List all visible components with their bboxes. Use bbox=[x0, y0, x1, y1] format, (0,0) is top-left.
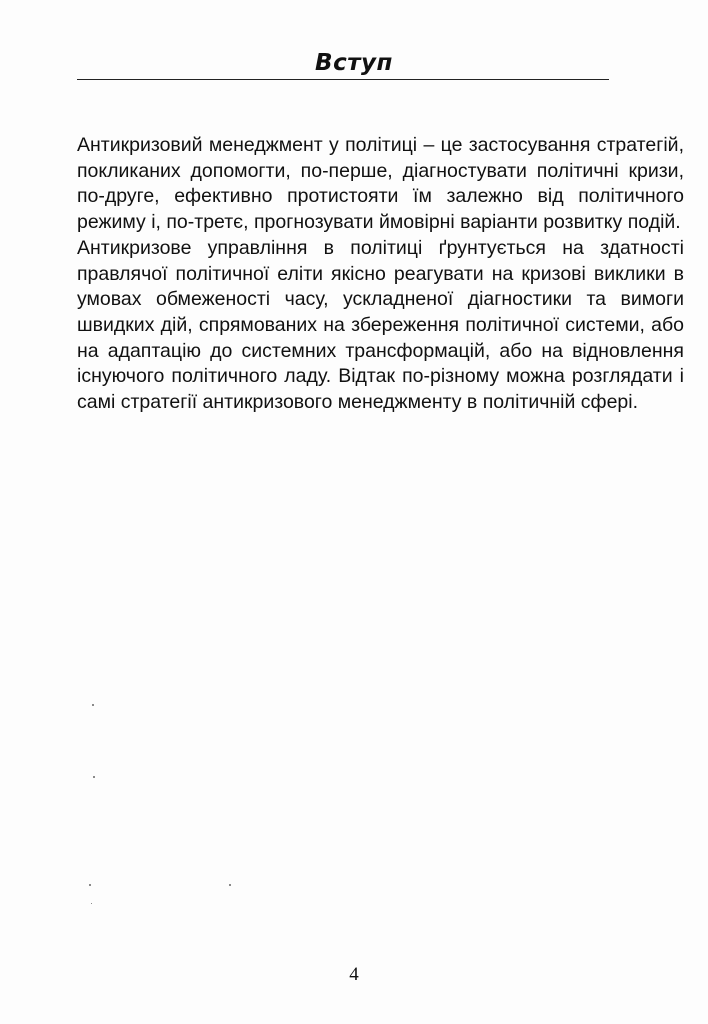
scan-speck bbox=[93, 776, 95, 778]
page-title: Вступ bbox=[315, 50, 393, 76]
scan-speck bbox=[229, 884, 231, 886]
scan-speck bbox=[92, 704, 94, 706]
paragraph-2: Антикризове управління в політиці ґрунтується на здатності правлячої політичної еліти якісно реагувати на кризові виклики в умовах обмеженості часу, ускладненої діагностики та вимоги швидких дій, спрямованих на збереження політичної системи, або на адаптацію до системних трансформацій, або на відновлення існуючого політичного ладу. Відтак по-різному можна розглядати і самі стратегії антикризового менеджменту в політичній сфері. bbox=[77, 236, 684, 414]
title-underline bbox=[77, 79, 609, 80]
scan-speck bbox=[89, 884, 91, 886]
body-text bbox=[77, 133, 684, 416]
paragraph-1: Антикризовий менеджмент у політиці – це застосування стратегій, покликаних допомогти, по-перше, діагностувати політичні кризи, по-друге, ефективно протистояти їм залежно від політичного режиму і, по-третє, прогнозувати ймовірні варіанти розвитку подій. bbox=[77, 134, 684, 234]
scan-speck bbox=[91, 903, 92, 904]
page-number: 4 bbox=[349, 964, 359, 985]
